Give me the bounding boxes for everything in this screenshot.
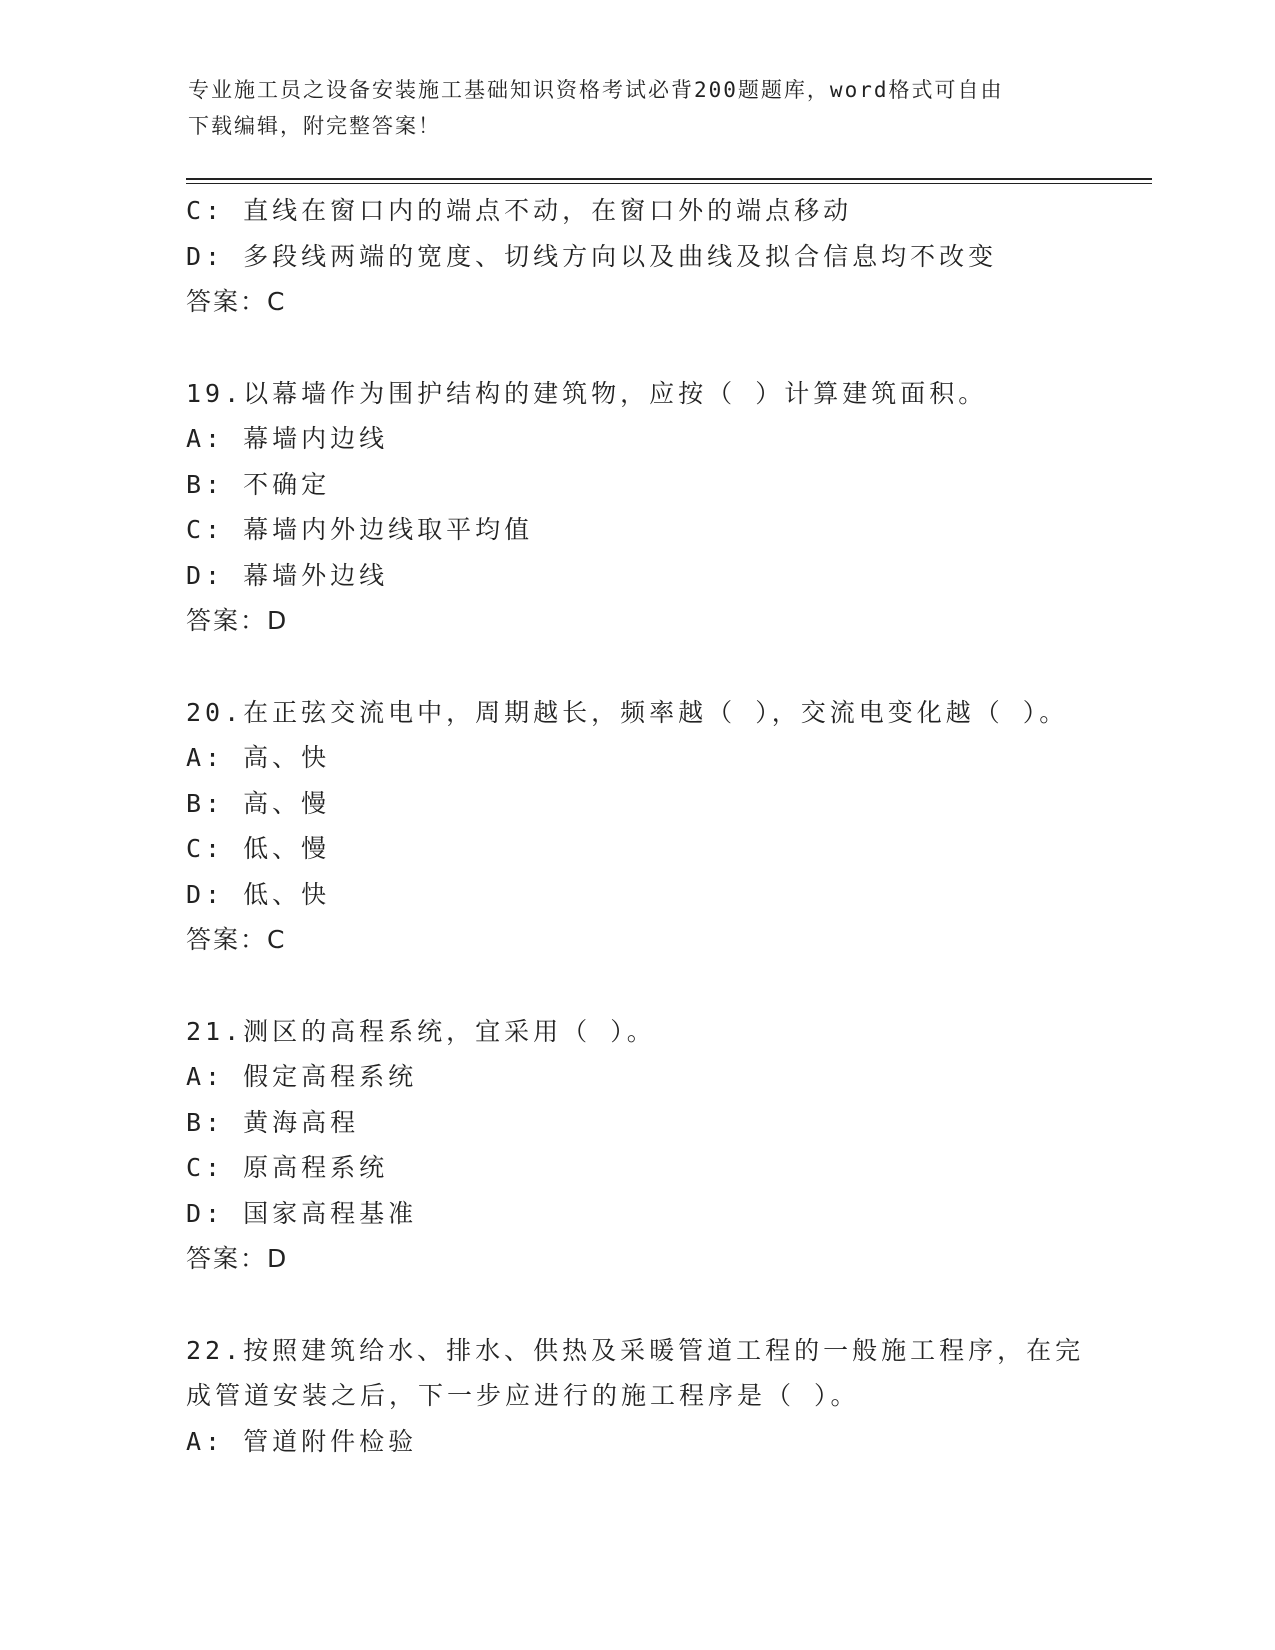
question-19 (186, 371, 1086, 644)
question-stem-line-2: 成管道安装之后，下一步应进行的施工程序是（ ）。 (186, 1381, 860, 1410)
answer: 答案：D (186, 1244, 289, 1273)
answer: 答案：C (186, 287, 287, 316)
question-20 (186, 690, 1086, 963)
option-b: B: 高、慢 (186, 788, 331, 818)
option-a: A: 管道附件检验 (186, 1426, 418, 1456)
question-18-tail (186, 188, 1086, 325)
document-header (188, 72, 1088, 144)
option-a: A: 高、快 (186, 743, 331, 772)
option-b: B: 不确定 (186, 469, 331, 499)
question-21 (186, 1009, 1086, 1282)
question-list (186, 188, 1086, 1464)
question-stem-line-1: 22.按照建筑给水、排水、供热及采暖管道工程的一般施工程序，在完 (186, 1335, 1085, 1365)
header-divider-thin (186, 183, 1152, 184)
header-divider-thick (186, 178, 1152, 180)
option-d: D: 低、快 (186, 879, 331, 909)
question-stem: 21.测区的高程系统，宜采用（ ）。 (186, 1016, 656, 1046)
question-stem: 19.以幕墙作为围护结构的建筑物，应按（ ）计算建筑面积。 (186, 378, 988, 408)
option-d: D: 幕墙外边线 (186, 560, 389, 590)
header-line-2: 下载编辑，附完整答案！ (188, 114, 441, 138)
option-c: C: 低、慢 (186, 834, 331, 863)
option-b: B: 黄海高程 (186, 1107, 360, 1137)
option-a: A: 假定高程系统 (186, 1062, 418, 1091)
option-c: C: 原高程系统 (186, 1153, 389, 1182)
header-line-1: 专业施工员之设备安装施工基础知识资格考试必背200题题库，word格式可自由 (188, 78, 1004, 102)
answer: 答案：C (186, 925, 287, 954)
option-c: C: 幕墙内外边线取平均值 (186, 515, 534, 544)
question-22 (186, 1328, 1086, 1465)
option-c: C: 直线在窗口内的端点不动，在窗口外的端点移动 (186, 196, 853, 225)
option-d: D: 国家高程基准 (186, 1198, 418, 1228)
question-stem: 20.在正弦交流电中，周期越长，频率越（ ），交流电变化越（ ）。 (186, 697, 1069, 727)
option-d: D: 多段线两端的宽度、切线方向以及曲线及拟合信息均不改变 (186, 241, 998, 271)
option-a: A: 幕墙内边线 (186, 424, 389, 453)
answer: 答案：D (186, 606, 289, 635)
